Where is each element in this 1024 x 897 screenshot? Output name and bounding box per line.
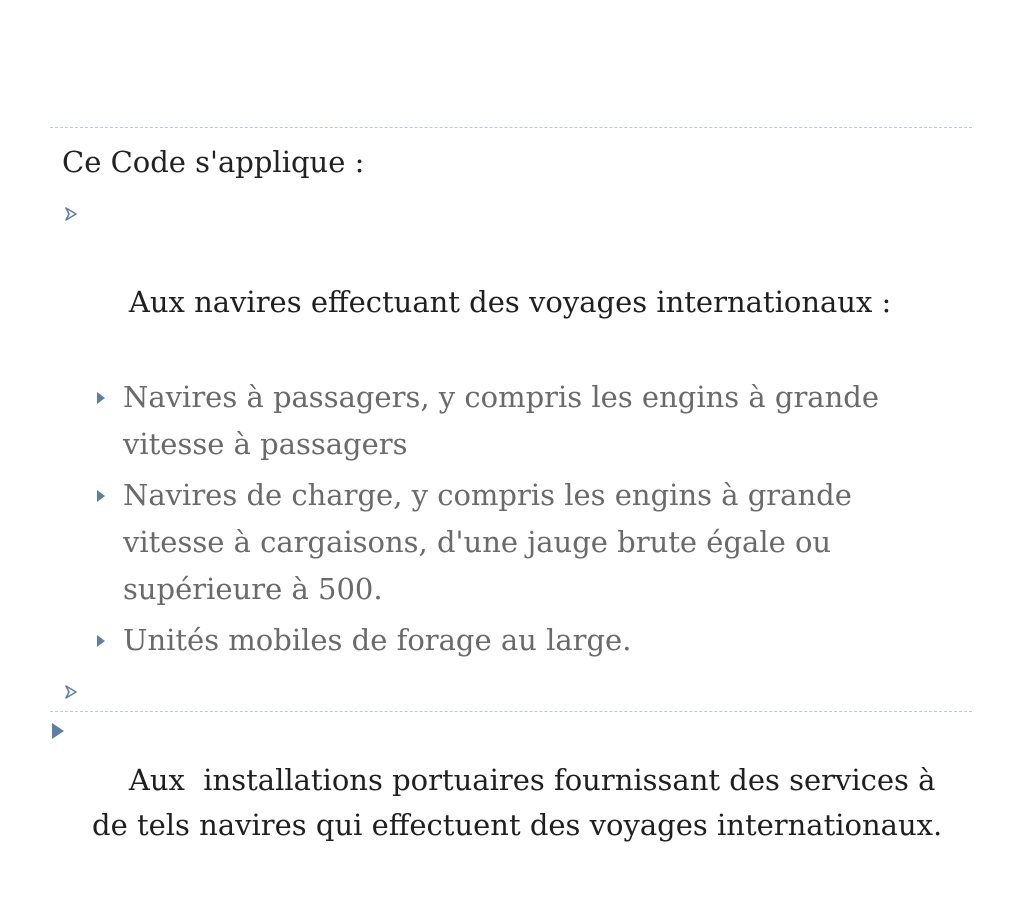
bullet-item-2 [62,668,962,893]
intro-text: Ce Code s'applique : [62,145,365,179]
outlined-arrow-icon [64,207,78,221]
sub-item-2 [123,472,962,613]
sub-item-1-text: Navires à passagers, y compris les engins à grande vitesse à passagers [123,380,879,461]
solid-triangle-icon [96,634,106,648]
solid-triangle-icon [96,489,106,503]
bullet-item-1-text: Aux navires effectuant des voyages internationaux : [128,285,892,319]
bullet-item-2-text: Aux installations portuaires fournissant des services à de tels navires qui effectuent des voyages internationaux. [92,763,945,842]
bullet-item-1 [62,190,962,370]
sub-item-3 [123,617,962,664]
top-divider [50,127,972,128]
sub-item-3-text: Unités mobiles de forage au large. [123,623,632,657]
solid-triangle-icon [96,391,106,405]
sub-item-2-text: Navires de charge, y compris les engins à grande vitesse à cargaisons, d'une jauge brute égale ou supérieure à 500. [123,478,852,606]
next-slide-arrow-icon[interactable] [50,721,66,741]
outlined-arrow-icon [64,685,78,699]
bottom-divider [50,711,972,712]
slide-body [62,140,962,897]
sub-item-1 [123,374,962,468]
